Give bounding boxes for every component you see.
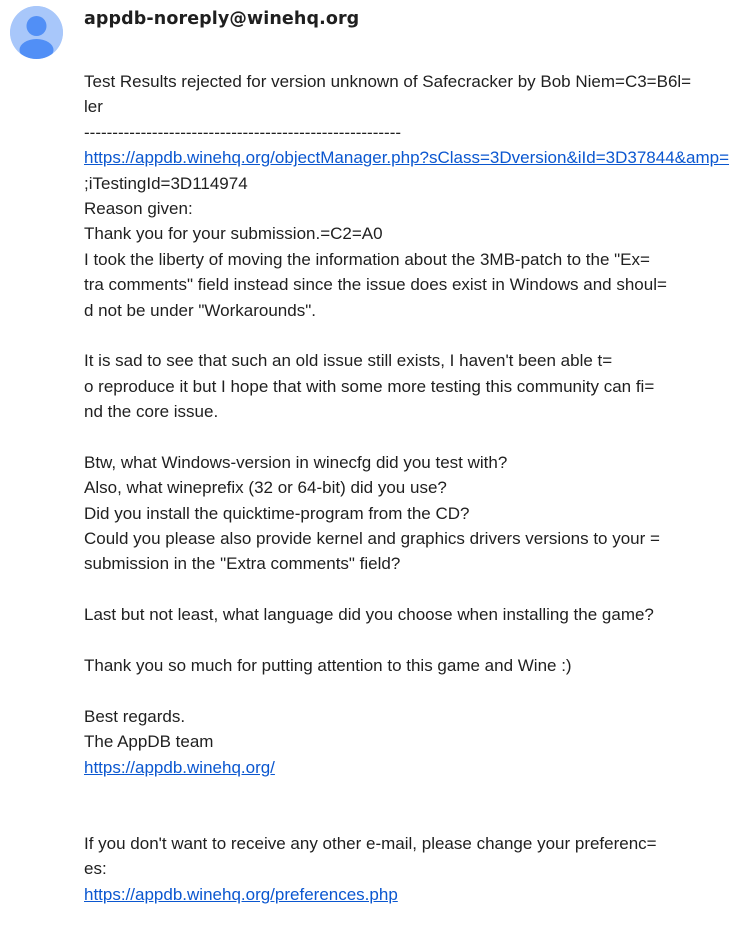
body-text: submission in the "Extra comments" field? bbox=[84, 554, 401, 574]
body-text: es: bbox=[84, 859, 107, 879]
body-text-line bbox=[84, 704, 739, 729]
body-text: -------------------------------------------------------- bbox=[84, 122, 402, 142]
sender-avatar[interactable] bbox=[10, 6, 63, 59]
body-text: Thank you for your submission.=C2=A0 bbox=[84, 224, 383, 244]
body-text: Btw, what Windows-version in winecfg did you test with? bbox=[84, 452, 508, 472]
body-text: Could you please also provide kernel and graphics drivers versions to your = bbox=[84, 529, 660, 549]
body-text-line bbox=[84, 729, 739, 754]
body-text-line bbox=[84, 272, 739, 297]
body-text: Did you install the quicktime-program from the CD? bbox=[84, 503, 470, 523]
email-body bbox=[84, 69, 739, 907]
body-text-line bbox=[84, 856, 739, 881]
body-text-line bbox=[84, 69, 739, 94]
body-text: The AppDB team bbox=[84, 732, 214, 752]
body-text-line bbox=[84, 526, 739, 551]
body-text-line bbox=[84, 399, 739, 424]
body-text-line bbox=[84, 196, 739, 221]
body-text: ler bbox=[84, 97, 103, 117]
body-text-line bbox=[84, 120, 739, 145]
blank-line bbox=[84, 424, 739, 449]
body-text: If you don't want to receive any other e-mail, please change your preferenc= bbox=[84, 833, 657, 853]
body-text: Also, what wineprefix (32 or 64-bit) did you use? bbox=[84, 478, 447, 498]
body-text: Best regards. bbox=[84, 706, 186, 726]
body-text-line bbox=[84, 501, 739, 526]
body-text: It is sad to see that such an old issue still exists, I haven't been able t= bbox=[84, 351, 613, 371]
body-text-line bbox=[84, 94, 739, 119]
blank-line bbox=[84, 678, 739, 703]
body-text: ;iTestingId=3D114974 bbox=[84, 173, 248, 193]
body-text: Test Results rejected for version unknown of Safecracker by Bob Niem=C3=B6l= bbox=[84, 72, 692, 91]
body-text-line bbox=[84, 831, 739, 856]
blank-line bbox=[84, 805, 739, 830]
body-text-line bbox=[84, 475, 739, 500]
body-text-line bbox=[84, 247, 739, 272]
body-text-line bbox=[84, 171, 739, 196]
email-link[interactable]: https://appdb.winehq.org/ bbox=[84, 757, 275, 777]
email-link[interactable]: https://appdb.winehq.org/preferences.php bbox=[84, 884, 398, 904]
body-text-line bbox=[84, 450, 739, 475]
body-text: o reproduce it but I hope that with some more testing this community can fi= bbox=[84, 376, 655, 396]
blank-line bbox=[84, 628, 739, 653]
body-text: I took the liberty of moving the information about the 3MB-patch to the "Ex= bbox=[84, 249, 650, 269]
body-text: tra comments" field instead since the issue does exist in Windows and shoul= bbox=[84, 275, 667, 295]
blank-line bbox=[84, 577, 739, 602]
person-icon bbox=[10, 6, 63, 59]
blank-line bbox=[84, 323, 739, 348]
body-text-line bbox=[84, 551, 739, 576]
blank-line bbox=[84, 780, 739, 805]
sender-address: appdb-noreply@winehq.org bbox=[84, 9, 360, 29]
body-link-line bbox=[84, 755, 739, 780]
email-link[interactable]: https://appdb.winehq.org/objectManager.php?sClass=3Dversion&iId=3D37844&amp= bbox=[84, 148, 730, 168]
body-text-line bbox=[84, 298, 739, 323]
body-link-line bbox=[84, 145, 739, 170]
body-link-line bbox=[84, 882, 739, 907]
body-text: nd the core issue. bbox=[84, 402, 219, 422]
body-text-line bbox=[84, 374, 739, 399]
body-text-line bbox=[84, 653, 739, 678]
body-text: d not be under "Workarounds". bbox=[84, 300, 316, 320]
body-text: Thank you so much for putting attention to this game and Wine :) bbox=[84, 655, 572, 675]
body-text-line bbox=[84, 602, 739, 627]
body-text: Reason given: bbox=[84, 198, 193, 218]
body-text: Last but not least, what language did you choose when installing the game? bbox=[84, 605, 654, 625]
body-text-line bbox=[84, 221, 739, 246]
body-text-line bbox=[84, 348, 739, 373]
